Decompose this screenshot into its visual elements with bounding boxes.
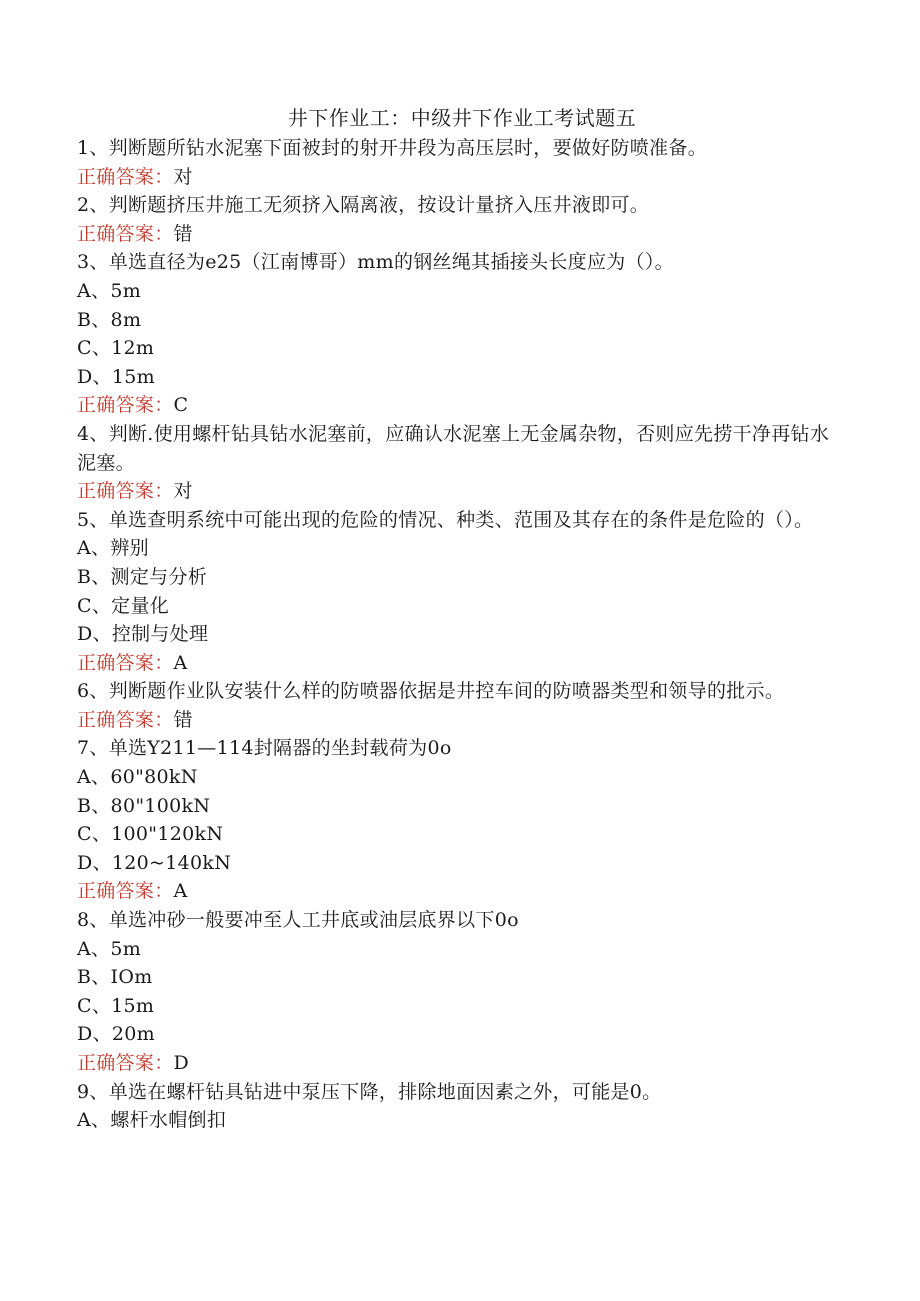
question-8-text: 8、单选冲砂一般要冲至人工井底或油层底界以下0o — [77, 909, 519, 932]
answer-label: 正确答案： — [77, 880, 174, 903]
question-7-option-d: D、120~140kN — [77, 851, 232, 874]
question-3-option-c: C、12m — [77, 337, 155, 360]
question-5-option-d: D、控制与处理 — [77, 623, 209, 646]
question-5-answer — [77, 649, 847, 678]
question-5-option-a: A、辨别 — [77, 537, 149, 560]
question-4-answer — [77, 477, 847, 506]
question-5-text: 5、单选查明系统中可能出现的危险的情况、种类、范围及其存在的条件是危险的（）。 — [77, 508, 814, 531]
document-title: 井下作业工：中级井下作业工考试题五 — [287, 106, 637, 130]
answer-label: 正确答案： — [77, 222, 174, 245]
question-6-text: 6、判断题作业队安装什么样的防喷器依据是井控车间的防喷器类型和领导的批示。 — [77, 680, 785, 703]
question-8-option-c: C、15m — [77, 994, 155, 1017]
question-8-option-d: D、20m — [77, 1023, 155, 1046]
answer-value: A — [173, 880, 188, 903]
question-7-text: 7、单选Y211—114封隔器的坐封载荷为0o — [77, 737, 452, 760]
answer-value: 对 — [173, 480, 193, 503]
question-9-text: 9、单选在螺杆钻具钻进中泵压下降，排除地面因素之外，可能是0。 — [77, 1080, 662, 1103]
answer-value: C — [173, 394, 189, 417]
answer-label: 正确答案： — [77, 480, 174, 503]
question-3-option-d: D、15m — [77, 365, 155, 388]
answer-label: 正确答案： — [77, 165, 174, 188]
question-3-option-a: A、5m — [77, 279, 142, 302]
answer-value: A — [173, 651, 188, 674]
question-3-option-b: B、8m — [77, 308, 142, 331]
answer-value: 错 — [173, 708, 193, 731]
question-4-text: 4、判断.使用螺杆钻具钻水泥塞前，应确认水泥塞上无金属杂物，否则应先捞干净再钻水泥塞。 — [77, 422, 830, 474]
question-8-answer — [77, 1049, 847, 1078]
question-5-option-c: C、定量化 — [77, 594, 170, 617]
question-1-text: 1、判断题所钻水泥塞下面被封的射开井段为高压层时，要做好防喷准备。 — [77, 137, 707, 159]
question-2-answer — [77, 220, 847, 249]
answer-label: 正确答案： — [77, 651, 174, 674]
question-7-option-c: C、100"120kN — [77, 823, 224, 846]
question-3-answer — [77, 391, 847, 420]
answer-label: 正确答案： — [77, 394, 174, 417]
question-7-option-b: B、80"100kN — [77, 794, 211, 817]
question-7-answer — [77, 877, 847, 906]
question-1-answer — [77, 163, 847, 192]
answer-value: D — [173, 1052, 190, 1074]
answer-label: 正确答案： — [77, 1052, 174, 1074]
question-9-option-a: A、螺杆水帽倒扣 — [77, 1109, 227, 1132]
question-3-text: 3、单选直径为e25（江南博哥）mm的钢丝绳其插接头长度应为（）。 — [77, 251, 674, 274]
question-8-option-a: A、5m — [77, 937, 142, 960]
document-page — [77, 104, 847, 1135]
question-8-option-b: B、IOm — [77, 966, 153, 989]
question-2-text: 2、判断题挤压井施工无须挤入隔离液，按设计量挤入压井液即可。 — [77, 194, 650, 217]
answer-label: 正确答案： — [77, 708, 174, 731]
question-7-option-a: A、60"80kN — [77, 766, 198, 789]
question-6-answer — [77, 706, 847, 735]
answer-value: 对 — [173, 165, 193, 188]
question-5-option-b: B、测定与分析 — [77, 565, 208, 588]
answer-value: 错 — [173, 222, 193, 245]
